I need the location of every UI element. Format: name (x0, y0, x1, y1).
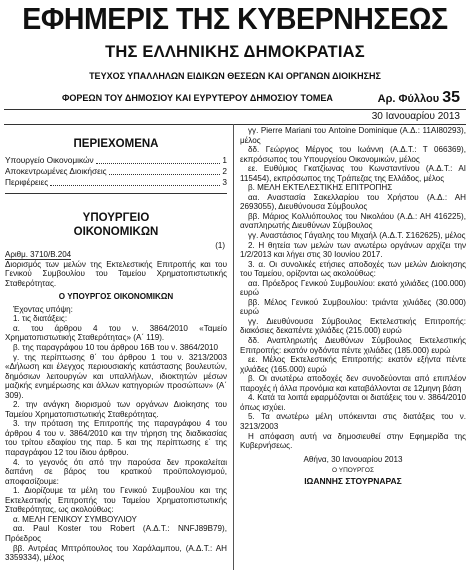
issue-line-2: ΦΟΡΕΩΝ ΤΟΥ ΔΗΜΟΣΙΟΥ ΚΑΙ ΕΥΡΥΤΕΡΟΥ ΔΗΜΟΣΙΟΥ ΤΟΜΕΑ (62, 93, 333, 103)
issue-line-1: ΤΕΥΧΟΣ ΥΠΑΛΛΗΛΩΝ ΕΙΔΙΚΩΝ ΘΕΣΕΩΝ ΚΑΙ ΟΡΓΑΝΩΝ ΔΙΟΙΚΗΣΗΣ (89, 71, 381, 81)
left-paragraph: Έχοντας υπόψη: (13, 304, 73, 314)
left-paragraph: 1. τις διατάξεις: (13, 314, 68, 324)
minister-heading: Ο ΥΠΟΥΡΓΟΣ ΟΙΚΟΝΟΜΙΚΩΝ (58, 292, 174, 302)
toc-label: Περιφέρειες (5, 176, 49, 187)
toc-row[interactable] (5, 155, 227, 166)
left-paragraph: γ. της περίπτωσης θ΄ του άρθρου 1 του ν. 3213/2003 «Δήλωση και έλεγχος περιουσιακής κατάστασης βουλευτών, δημόσιων λειτουργών και υπαλλήλων, ιδιοκτητών μέσων μαζικής ενημέρωσης και άλλων κατηγοριών προσώπων» (Α΄ 309). (5, 352, 227, 400)
sheet-number: 35 (442, 89, 460, 106)
right-paragraph: αα. Αναστασία Σακελλαρίου του Χρήστου (Α.Δ.: ΑΗ 2693055), Διευθύνουσα Σύμβουλος (240, 192, 466, 212)
right-column (240, 126, 466, 486)
right-paragraph: Η απόφαση αυτή να δημοσιευθεί στην Εφημερίδα της Κυβερνήσεως. (240, 431, 466, 451)
left-paragraph: β. της παραγράφου 10 του άρθρου 16Β του ν. 3864/2010 (13, 343, 218, 353)
contents-rule (5, 193, 227, 194)
gazette-subhead: ΤΗΣ ΕΛΛΗΝΙΚΗΣ ΔΗΜΟΚΡΑΤΙΑΣ (105, 43, 365, 61)
issue-date: 30 Ιανουαρίου 2013 (371, 111, 460, 122)
sign-role: Ο ΥΠΟΥΡΓΟΣ (332, 467, 374, 475)
right-paragraph: ββ. Μάριος Κολλιόπουλος του Νικολάου (Α.Δ.: ΑΗ 416225), αναπληρωτής Διευθύνων Σύμβουλος (240, 211, 466, 231)
right-paragraph: γγ. Διευθύνουσα Σύμβουλος Εκτελεστικής Επιτροπής: διακόσιες δεκαπέντε χιλιάδες (215.000) ευρώ (240, 316, 466, 336)
toc-row[interactable] (5, 166, 227, 177)
right-paragraph: 4. Κατά τα λοιπά εφαρμόζονται οι διατάξεις του ν. 3864/2010 όπως ισχύει. (240, 393, 466, 412)
left-paragraph: αα. Paul Koster του Robert (Α.Δ.Τ.: NNFJ89B79), Πρόεδρος (5, 524, 227, 543)
decision-number-text: Αριθμ. 3710/Β.204 (5, 250, 72, 260)
right-paragraph: δδ. Γεώργιος Μέργος του Ιωάννη (Α.Δ.Τ.: Τ 066369), εκπρόσωπος του Υπουργείου Οικονομικών, μέλος (240, 145, 466, 164)
left-paragraph: 2. την ανάγκη διορισμού των οργάνων Διοίκησης του Ταμείου Χρηματοπιστωτικής Σταθερότητας. (5, 400, 227, 419)
header-rule (4, 109, 466, 110)
toc-label: Αποκεντρωμένες Διοικήσεις (5, 165, 107, 176)
right-paragraph: αα. Πρόεδρος Γενικού Συμβουλίου: εκατό χιλιάδες (100.000) ευρώ (240, 278, 466, 298)
date-rule (4, 124, 466, 125)
right-paragraph: γγ. Αναστάσιος Γάγαλης του Μιχαήλ (Α.Δ.Τ. Σ162625), μέλος (248, 231, 466, 241)
toc-page: 1 (222, 154, 227, 165)
left-paragraph: α. ΜΕΛΗ ΓΕΝΙΚΟΥ ΣΥΜΒΟΥΛΙΟΥ (13, 514, 137, 524)
right-paragraph: γγ. Pierre Mariani του Antoine Dominique (Α.Δ.: 11ΑΙ80293), μέλος (240, 126, 466, 145)
contents-title: ΠΕΡΙΕΧΟΜΕΝΑ (73, 138, 159, 150)
right-paragraph: εε. Μέλος Εκτελεστικής Επιτροπής: εκατόν εξήντα πέντε χιλιάδες (165.000) ευρώ (240, 355, 466, 374)
left-paragraph: ββ. Αντρέας Μπτρόπουλος του Χαράλαμπου, (Α.Δ.Τ.: ΑΗ 3359334), μέλος (5, 543, 227, 563)
column-divider (233, 124, 234, 570)
toc-page: 2 (222, 165, 227, 176)
ministry-heading: ΥΠΟΥΡΓΕΙΟ (82, 211, 150, 224)
sheet-number-block (378, 89, 460, 107)
gazette-masthead: ΕΦΗΜΕΡΙΣ ΤΗΣ ΚΥΒΕΡΝΗΣΕΩΣ (22, 1, 448, 36)
toc-label: Υπουργείο Οικονομικών (5, 154, 94, 165)
toc-row[interactable] (5, 177, 227, 188)
left-paragraph: α. του άρθρου 4 του ν. 3864/2010 «Ταμείο Χρηματοπιστωτικής Σταθερότητας» (Α΄ 119). (5, 323, 227, 343)
left-paragraph: 3. την πρόταση της Επιτροπής της παραγράφου 4 του άρθρου 4 του ν. 3864/2010 και την τήρηση της διαδικασίας του τρίτου εδαφίου της παρ. 5 και της περίπτωσης ε΄ της παραγράφου 12 του ίδιου άρθρου. (5, 419, 227, 458)
right-paragraph: δδ. Αναπληρωτής Διευθύνων Σύμβουλος Εκτελεστικής Επιτροπής: εκατόν ογδόντα πέντε χιλιάδες (185.000) ευρώ (240, 336, 466, 355)
right-paragraph: β. Οι ανωτέρω αποδοχές δεν συνοδεύονται από επιπλέον παροχές ή άλλα προνόμια και καταβάλλονται σε 12μηνη βάση (240, 374, 466, 393)
item-marker: (1) (215, 240, 225, 250)
right-paragraph: εε. Ευθύμιος Γκατζίωνας του Κωνσταντίνου (Α.Δ.Τ.: ΑΙ 115454), εκπρόσωπος της Τράπεζας της Ελλάδος, μέλος (240, 164, 466, 183)
right-paragraph: ββ. Μέλος Γενικού Συμβουλίου: τριάντα χιλιάδες (30.000) ευρώ (240, 297, 466, 317)
decision-title: Διορισμός των μελών της Εκτελεστικής Επιτροπής και του Γενικού Συμβουλίου του Ταμείου Χρηματοπιστωτικής Σταθερότητας. (5, 259, 227, 288)
sheet-label: Αρ. Φύλλου (377, 93, 440, 105)
sign-name: ΙΩΑΝΝΗΣ ΣΤΟΥΡΝΑΡΑΣ (304, 475, 402, 486)
right-paragraph: 2. Η θητεία των μελών των ανωτέρω οργάνων αρχίζει την 1/2/2013 και λήγει στις 30 Ιουνίου 2017. (240, 240, 466, 260)
left-paragraph: 1. Διορίζουμε τα μέλη του Γενικού Συμβουλίου και της Εκτελεστικής Επιτροπής του Ταμείου Χρηματοπιστωτικής Σταθερότητας, ως ακολούθως: (5, 486, 227, 515)
right-paragraph: 3. α. Οι συνολικές ετήσιες αποδοχές των μελών Διοίκησης του Ταμείου, ορίζονται ως ακολούθως: (240, 259, 466, 279)
ministry-heading-2: ΟΙΚΟΝΟΜΙΚΩΝ (73, 225, 159, 238)
left-paragraph: 4. το γεγονός ότι από την παρούσα δεν προκαλείται δαπάνη σε βάρος του κρατικού προϋπολογισμού, αποφασίζουμε: (5, 457, 227, 486)
decision-number (5, 250, 227, 260)
left-column (5, 126, 227, 563)
right-paragraph: 5. Τα ανωτέρω μέλη υπόκεινται στις διατάξεις του ν. 3213/2003 (240, 412, 466, 431)
sign-place-date: Αθήνα, 30 Ιανουαρίου 2013 (303, 454, 403, 464)
toc-page: 3 (222, 176, 227, 187)
right-paragraph: β. ΜΕΛΗ ΕΚΤΕΛΕΣΤΙΚΗΣ ΕΠΙΤΡΟΠΗΣ (248, 183, 393, 193)
